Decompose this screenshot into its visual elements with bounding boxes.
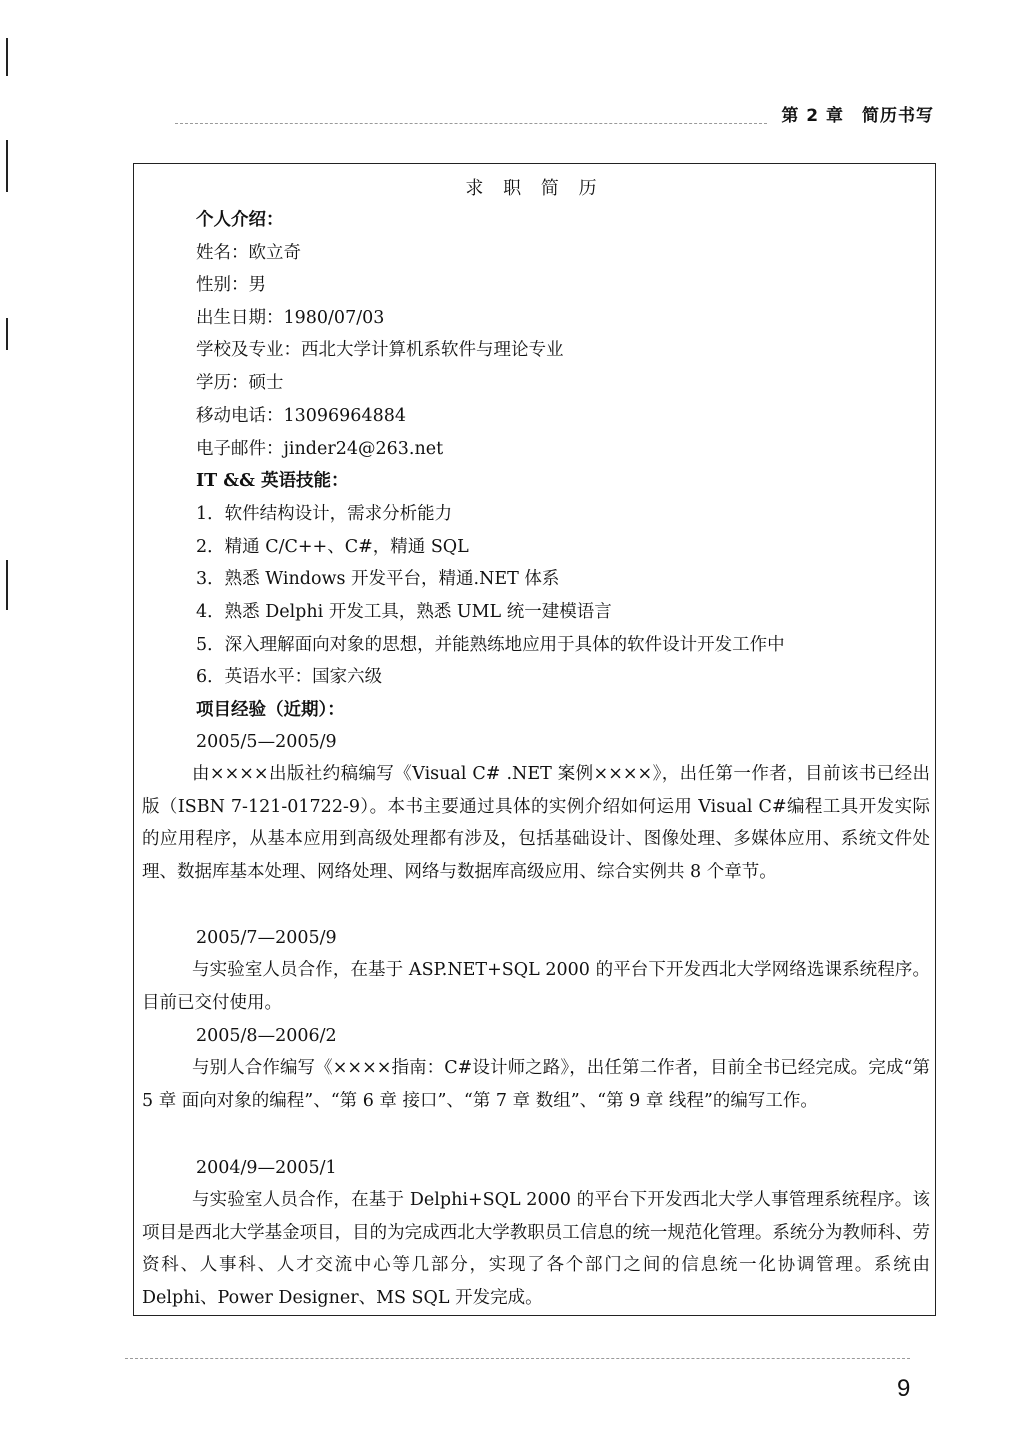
margin-mark <box>6 38 8 76</box>
personal-heading: 个人介绍： <box>196 210 284 230</box>
margin-mark <box>6 560 8 610</box>
project-period: 2005/7—2005/9 <box>196 928 337 948</box>
skill-item: 3．熟悉 Windows 开发平台，精通.NET 体系 <box>196 569 560 589</box>
skill-item: 5．深入理解面向对象的思想，并能熟练地应用于具体的软件设计开发工作中 <box>196 635 785 655</box>
project-description: 与别人合作编写《××××指南：C#设计师之路》，出任第二作者，目前全书已经完成。完成“第 5 章 面向对象的编程”、“第 6 章 接口”、“第 7 章 数组”、“第 9 章 线程”的编写工作。 <box>142 1058 930 1111</box>
personal-degree: 学历：硕士 <box>196 373 284 393</box>
personal-name: 姓名：欧立奇 <box>196 243 301 263</box>
personal-mobile: 移动电话：13096964884 <box>196 406 406 426</box>
skill-item: 1．软件结构设计，需求分析能力 <box>196 504 453 524</box>
margin-mark <box>6 140 8 192</box>
resume-title: 求 职 简 历 <box>465 178 604 199</box>
skill-item: 2．精通 C/C++、C#，精通 SQL <box>196 537 469 557</box>
margin-mark <box>6 318 8 350</box>
skill-item: 4．熟悉 Delphi 开发工具，熟悉 UML 统一建模语言 <box>196 602 612 622</box>
personal-school-major: 学校及专业：西北大学计算机系软件与理论专业 <box>196 340 564 360</box>
projects-heading: 项目经验（近期）： <box>196 700 345 720</box>
header-rule <box>175 123 767 124</box>
resume-box <box>133 163 936 1316</box>
project-period: 2005/5—2005/9 <box>196 732 337 752</box>
skill-item: 6．英语水平：国家六级 <box>196 667 383 687</box>
project-description: 与实验室人员合作，在基于 Delphi+SQL 2000 的平台下开发西北大学人事管理系统程序。该项目是西北大学基金项目，目的为完成西北大学教职员工信息的统一规范化管理。系统分为教师科、劳资科、人事科、人才交流中心等几部分，实现了各个部门之间的信息统一化协调管理。系统由 Delphi、Power Designer、MS SQL 开发完成。 <box>142 1190 930 1308</box>
personal-birthdate: 出生日期：1980/07/03 <box>196 308 385 328</box>
project-description: 由××××出版社约稿编写《Visual C# .NET 案例××××》，出任第一作者，目前该书已经出版（ISBN 7-121-01722-9）。本书主要通过具体的实例介绍如何运用 Visual C#编程工具开发实际的应用程序，从基本应用到高级处理都有涉及，包括基础设计、图像处理、多媒体应用、系统文件处理、数据库基本处理、网络处理、网络与数据库高级应用、综合实例共 8 个章节。 <box>142 764 930 882</box>
skills-heading: IT && 英语技能： <box>196 471 349 491</box>
footer-rule <box>125 1358 910 1359</box>
project-description: 与实验室人员合作，在基于 ASP.NET+SQL 2000 的平台下开发西北大学网络选课系统程序。目前已交付使用。 <box>142 960 930 1013</box>
project-period: 2004/9—2005/1 <box>196 1158 337 1178</box>
page-header <box>0 96 1018 136</box>
page-number: 9 <box>897 1375 911 1402</box>
chapter-title: 第 2 章 简历书写 <box>781 106 934 126</box>
personal-email: 电子邮件：jinder24@263.net <box>196 439 444 459</box>
project-period: 2005/8—2006/2 <box>196 1026 337 1046</box>
personal-gender: 性别：男 <box>196 275 266 295</box>
